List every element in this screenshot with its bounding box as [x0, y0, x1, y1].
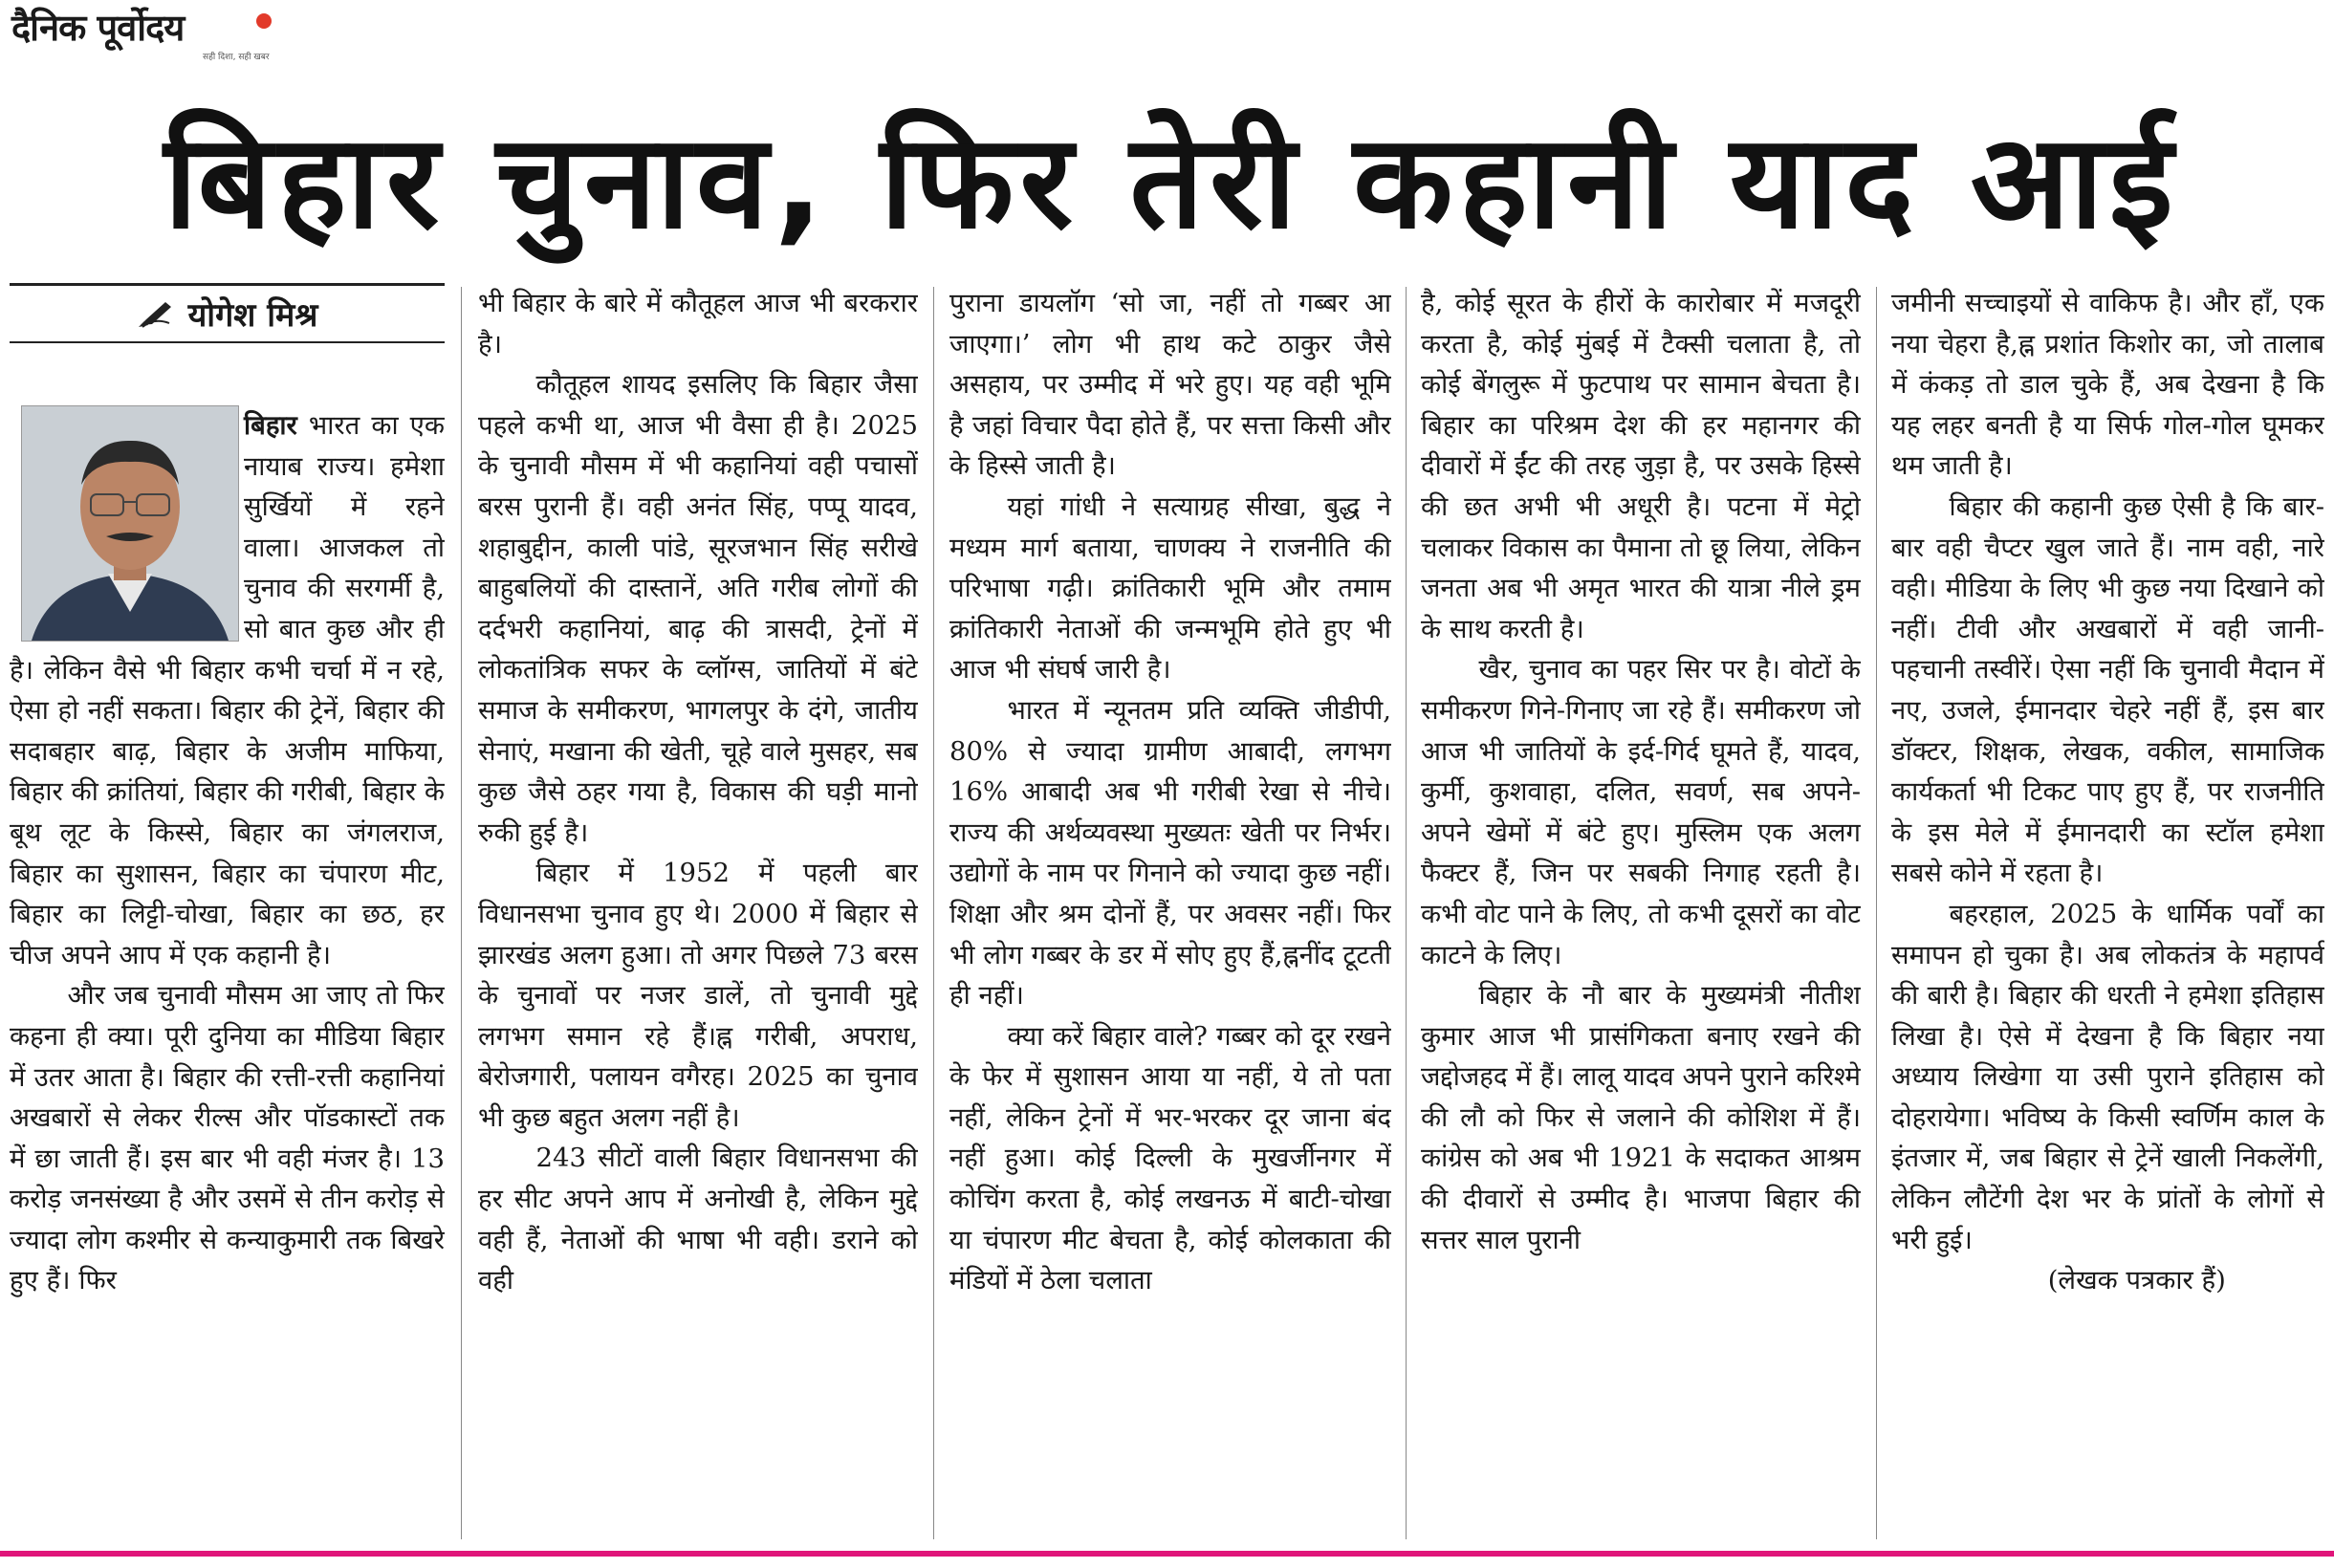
- article-paragraph: जमीनी सच्चाइयों से वाकिफ है। और हाँ, एक नया चेहरा है,ह्न प्रशांत किशोर का, जो तालाब में कंकड़ तो डाल चुके हैं, अब देखना है कि यह लहर बनती है या सिर्फ गोल-गोल घूमकर थम जाती है।: [1891, 288, 2324, 482]
- article-paragraph: बिहार की कहानी कुछ ऐसी है कि बार-बार वही चैप्टर खुल जाते हैं। नाम वही, नारे वही। मीडिया के लिए भी कुछ नया दिखाने को नहीं। टीवी और अखबारों में वही जानी-पहचानी तस्वीरें। ऐसा नहीं कि चुनावी मैदान में नए, उजले, ईमानदार चेहरे नहीं हैं, इस बार डॉक्टर, शिक्षक, लेखक, वकील, सामाजिक कार्यकर्ता भी टिकट पाए हुए हैं, पर राजनीति के इस मेले में ईमानदारी का स्टॉल हमेशा सबसे कोने में रहता है।: [1891, 490, 2324, 889]
- article-paragraph: पुराना डायलॉग ‘सो जा, नहीं तो गब्बर आ जाएगा।’ लोग भी हाथ कटे ठाकुर जैसे असहाय, पर उम्मीद में भरे हुए। यह वही भूमि है जहां विचार पैदा होते हैं, पर सत्ता किसी और के हिस्से जाती है।: [949, 288, 1391, 482]
- article-paragraph: भी बिहार के बारे में कौतूहल आज भी बरकरार है।: [478, 288, 918, 359]
- article-paragraph: बिहार में 1952 में पहली बार विधानसभा चुनाव हुए थे। 2000 में बिहार से झारखंड अलग हुआ। तो अगर पिछले 73 बरस के चुनावों पर नजर डालें, तो चुनावी मुद्दे लगभग समान रहे हैं।ह्न गरीबी, अपराध, बेरोजगारी, पलायन वगैरह। 2025 का चुनाव भी कुछ बहुत अलग नहीं है।: [478, 858, 918, 1133]
- article-paragraph: कौतूहल शायद इसलिए कि बिहार जैसा पहले कभी था, आज भी वैसा ही है। 2025 के चुनावी मौसम में भी कहानियां वही पचासों बरस पुरानी हैं। वही अनंत सिंह, पप्पू यादव, शहाबुद्दीन, काली पांडे, सूरजभान सिंह सरीखे बाहुबलियों की दास्तानें, अति गरीब लोगों की दर्दभरी कहानियां, बाढ़ की त्रासदी, ट्रेनों में लोकतांत्रिक सफर के व्लॉग्स, जातियों में बंटे समाज के समीकरण, भागलपुर के दंगे, जातीय सेनाएं, मखाना की खेती, चूहे वाले मुसहर, सब कुछ जैसे ठहर गया है, विकास की घड़ी मानो रुकी हुई है।: [478, 369, 918, 848]
- article-column-5: [1891, 283, 2324, 1535]
- author-name: योगेश मिश्र: [187, 296, 318, 335]
- lead-word: बिहार: [244, 410, 297, 441]
- logo-dot-icon: [256, 13, 272, 29]
- page-title: बिहार चुनाव, फिर तेरी कहानी याद आई: [164, 107, 2179, 258]
- article-column-1: [10, 405, 445, 1543]
- article-paragraph: क्या करें बिहार वाले? गब्बर को दूर रखने के फेर में सुशासन आया या नहीं, ये तो पता नहीं, लेकिन ट्रेनों में भर-भरकर दूर जाना बंद नहीं हुआ। कोई दिल्ली के मुखर्जीनगर में कोचिंग करता है, कोई लखनऊ में बाटी-चोखा या चंपारण मीट बेचता है, कोई कोलकाता की मंडियों में ठेला चलाता: [949, 1020, 1391, 1296]
- bottom-accent-bar: [0, 1551, 2334, 1557]
- byline: [10, 283, 445, 343]
- article-paragraph: बिहार के नौ बार के मुख्यमंत्री नीतीश कुमार आज भी प्रासंगिकता बनाए रखने की जद्दोजहद में हैं। लालू यादव अपने पुराने करिश्मे की लौ को फिर से जलाने की कोशिश में हैं। कांग्रेस को अब भी 1921 के सदाकत आश्रम की दीवारों से उम्मीद है। भाजपा बिहार की सत्तर साल पुरानी: [1421, 980, 1861, 1255]
- article-paragraph: खैर, चुनाव का पहर सिर पर है। वोटों के समीकरण गिने-गिनाए जा रहे हैं। समीकरण जो आज भी जातियों के इर्द-गिर्द घूमते हैं, यादव, कुर्मी, कुशवाहा, दलित, सवर्ण, सब अपने-अपने खेमों में बंटे हुए। मुस्लिम एक अलग फैक्टर हैं, जिन पर सबकी निगाह रहती है। कभी वोट पाने के लिए, तो कभी दूसरों का वोट काटने के लिए।: [1421, 654, 1861, 970]
- article-paragraph: और जब चुनावी मौसम आ जाए तो फिर कहना ही क्या। पूरी दुनिया का मीडिया बिहार में उतर आता है। बिहार की रत्ती-रत्ती कहानियां अखबारों से लेकर रील्स और पॉडकास्टों तक में छा जाती हैं। इस बार भी वही मंजर है। 13 करोड़ जनसंख्या है और उसमें से तीन करोड़ से ज्यादा लोग कश्मीर से कन्याकुमारी तक बिखरे हुए हैं। फिर: [10, 980, 445, 1296]
- column-divider: [1876, 287, 1877, 1539]
- pen-icon: [137, 298, 175, 329]
- article-paragraph: यहां गांधी ने सत्याग्रह सीखा, बुद्ध ने मध्यम मार्ग बताया, चाणक्य ने राजनीति की परिभाषा गढ़ी। क्रांतिकारी भूमि और तमाम क्रांतिकारी नेताओं की जन्मभूमि होते हुए भी आज भी संघर्ष जारी है।: [949, 490, 1391, 686]
- article-paragraph: भारत में न्यूनतम प्रति व्यक्ति जीडीपी, 80% से ज्यादा ग्रामीण आबादी, लगभग 16% आबादी अब भी गरीबी रेखा से नीचे। राज्य की अर्थव्यवस्था मुख्यतः खेती पर निर्भर। उद्योगों के नाम पर गिनाने को ज्यादा कुछ नहीं। शिक्षा और श्रम दोनों हैं, पर अवसर नहीं। फिर भी लोग गब्बर के डर में सोए हुए हैं,ह्ननींद टूटती ही नहीं।: [949, 694, 1391, 1012]
- paragraph-text: भारत का एक नायाब राज्य। हमेशा सुर्खियों में रहने वाला। आजकल तो चुनाव की सरगर्मी है, सो बात कुछ और ही है। लेकिन वैसे भी बिहार कभी चर्चा में न रहे, ऐसा हो नहीं सकता। बिहार की ट्रेनें, बिहार की सदाबहार बाढ़, बिहार के अजीम माफिया, बिहार की क्रांतियां, बिहार की गरीबी, बिहार के बूथ लूट के किस्से, बिहार का जंगलराज, बिहार का सुशासन, बिहार का चंपारण मीट, बिहार का लिट्टी-चोखा, बिहार का छठ, हर चीज अपने आप में एक कहानी है।: [10, 410, 445, 970]
- column-divider: [1406, 287, 1407, 1539]
- column-divider: [461, 287, 462, 1539]
- column-divider: [933, 287, 934, 1539]
- article-column-4: [1421, 283, 1861, 1535]
- author-note: (लेखक पत्रकार हैं): [2047, 1265, 2226, 1296]
- article-column-3: [949, 283, 1391, 1535]
- masthead-logo: [11, 6, 279, 73]
- article-paragraph: 243 सीटों वाली बिहार विधानसभा की हर सीट अपने आप में अनोखी है, लेकिन मुद्दे वही हैं, नेताओं की भाषा भी वही। डराने को वही: [478, 1143, 918, 1296]
- article-column-2: [478, 283, 918, 1535]
- masthead-tagline: सही दिशा, सही खबर: [203, 53, 270, 62]
- photo-spacer: [10, 405, 244, 644]
- article-paragraph: है, कोई सूरत के हीरों के कारोबार में मजदूरी करता है, कोई मुंबई में टैक्सी चलाता है, तो कोई बेंगलुरू में फुटपाथ पर सामान बेचता है। बिहार का परिश्रम देश की हर महानगर की दीवारों में ईंट की तरह जुड़ा है, पर उसके हिस्से की छत अभी भी अधूरी है। पटना में मेट्रो चलाकर विकास का पैमाना तो छू लिया, लेकिन जनता अब भी अमृत भारत की यात्रा नीले ड्रम के साथ करती है।: [1421, 288, 1861, 644]
- article-paragraph: बहरहाल, 2025 के धार्मिक पर्वों का समापन हो चुका है। अब लोकतंत्र के महापर्व की बारी है। बिहार की धरती ने हमेशा इतिहास लिखा है। ऐसे में देखना है कि बिहार नया अध्याय लिखेगा या उसी पुराने इतिहास को दोहरायेगा। भविष्य के किसी स्वर्णिम काल के इंतजार में, जब बिहार से ट्रेनें खाली निकलेंगी, लेकिन लौटेंगी देश भर के प्रांतों के लोगों से भरी हुई।: [1891, 898, 2324, 1255]
- masthead-name: दैनिक पूर्वोदय: [11, 7, 185, 49]
